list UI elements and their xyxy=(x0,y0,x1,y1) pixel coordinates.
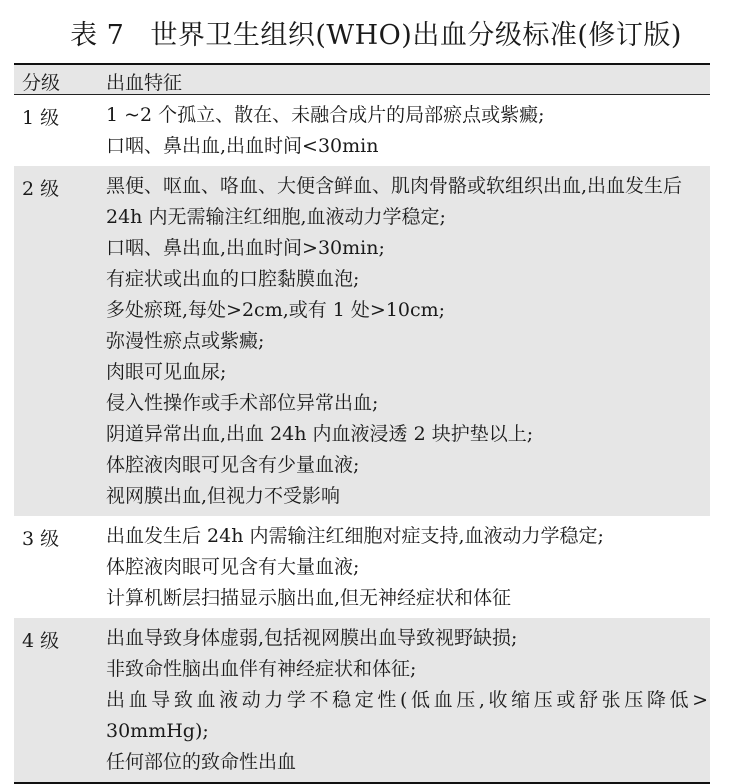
table-row-grade-4 xyxy=(14,618,710,782)
feature-line: 任何部位的致命性出血 xyxy=(106,751,297,773)
feature-line: 肉眼可见血尿; xyxy=(106,361,227,383)
feature-line: 30mmHg); xyxy=(106,720,209,742)
grade-label: 1 级 xyxy=(22,107,60,129)
feature-line: 出血发生后 24h 内需输注红细胞对症支持,血液动力学稳定; xyxy=(106,525,604,547)
feature-line: 有症状或出血的口腔黏膜血泡; xyxy=(106,268,360,290)
feature-line: 1 ~2 个孤立、散在、未融合成片的局部瘀点或紫癜; xyxy=(106,104,545,126)
feature-line: 视网膜出血,但视力不受影响 xyxy=(106,485,341,507)
feature-line: 口咽、鼻出血,出血时间<30min xyxy=(106,135,379,157)
table-header xyxy=(14,65,710,94)
feature-line: 24h 内无需输注红细胞,血液动力学稳定; xyxy=(106,206,446,228)
header-grade: 分级 xyxy=(22,72,61,94)
feature-line: 多处瘀斑,每处>2cm,或有 1 处>10cm; xyxy=(106,299,446,321)
feature-line: 侵入性操作或手术部位异常出血; xyxy=(106,392,379,414)
feature-line: 出血导致身体虚弱,包括视网膜出血导致视野缺损; xyxy=(106,627,518,649)
table-number: 表 7 xyxy=(70,20,125,51)
table-title-text: 世界卫生组织(WHO)出血分级标准(修订版) xyxy=(150,20,682,51)
feature-line: 非致命性脑出血伴有神经症状和体征; xyxy=(106,658,417,680)
table-title xyxy=(0,18,752,54)
grade-label: 4 级 xyxy=(22,630,60,652)
feature-line: 黑便、呕血、咯血、大便含鲜血、肌肉骨骼或软组织出血,出血发生后 xyxy=(106,175,683,197)
feature-line: 体腔液肉眼可见含有大量血液; xyxy=(106,556,360,578)
table-row-grade-1 xyxy=(14,95,710,166)
feature-line: 阴道异常出血,出血 24h 内血液浸透 2 块护垫以上; xyxy=(106,423,534,445)
header-features: 出血特征 xyxy=(106,72,183,94)
table-row-grade-2 xyxy=(14,166,710,516)
feature-line: 出血导致血液动力学不稳定性(低血压,收缩压或舒张压降低> xyxy=(106,689,708,711)
feature-line: 计算机断层扫描显示脑出血,但无神经症状和体征 xyxy=(106,587,512,609)
feature-line: 口咽、鼻出血,出血时间>30min; xyxy=(106,237,385,259)
grade-label: 3 级 xyxy=(22,528,60,550)
feature-line: 体腔液肉眼可见含有少量血液; xyxy=(106,454,360,476)
table-row-grade-3 xyxy=(14,516,710,618)
feature-line: 弥漫性瘀点或紫癜; xyxy=(106,330,265,352)
bleeding-grade-table xyxy=(14,63,710,784)
grade-label: 2 级 xyxy=(22,178,60,200)
